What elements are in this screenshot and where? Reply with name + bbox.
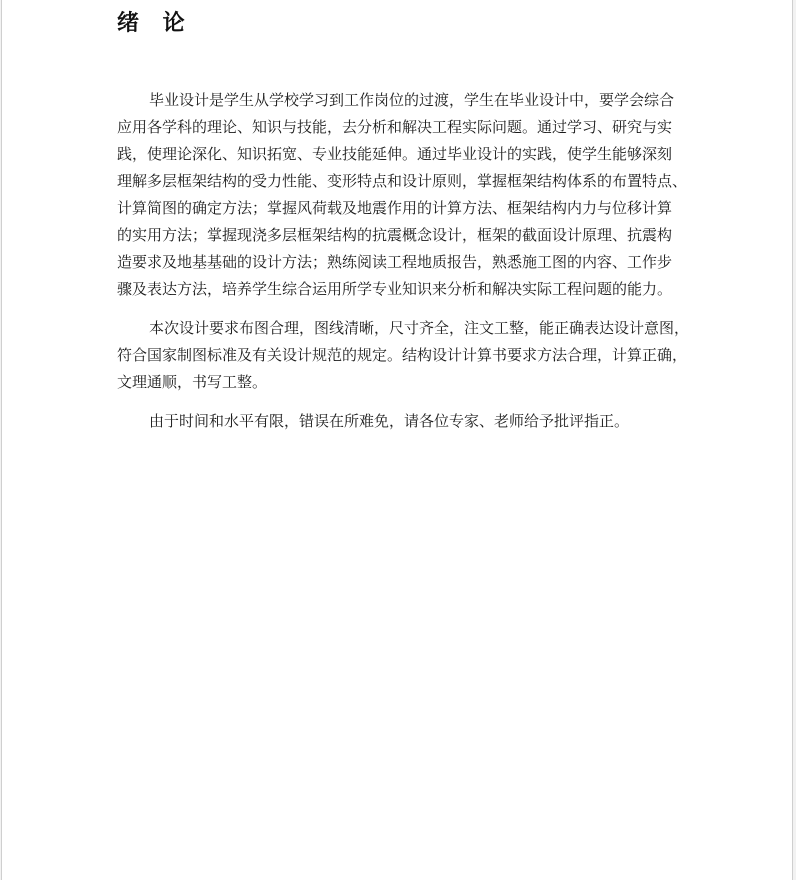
text-line: 应用各学科的理论、知识与技能，去分析和解决工程实际问题。通过学习、研究与实 — [117, 118, 673, 136]
paragraph-3 — [117, 408, 707, 435]
paragraph-1 — [117, 87, 707, 303]
text-line: 造要求及地基基础的设计方法；熟练阅读工程地质报告，熟悉施工图的内容、工作步 — [117, 253, 673, 271]
text-line: 的实用方法；掌握现浇多层框架结构的抗震概念设计，框架的截面设计原理、抗震构 — [117, 226, 673, 244]
page-title: 绪 论 — [117, 11, 193, 36]
text-line: 理解多层框架结构的受力性能、变形特点和设计原则，掌握框架结构体系的布置特点、 — [117, 172, 688, 190]
document-page — [1, 0, 793, 880]
text-line: 计算简图的确定方法；掌握风荷载及地震作用的计算方法、框架结构内力与位移计算 — [117, 199, 673, 217]
body-text — [117, 87, 707, 447]
text-line: 文理通顺，书写工整。 — [117, 373, 268, 391]
text-line: 骤及表达方法，培养学生综合运用所学专业知识来分析和解决实际工程问题的能力。 — [117, 280, 673, 298]
text-line: 由于时间和水平有限，错误在所难免，请各位专家、老师给予批评指正。 — [149, 412, 630, 430]
paragraph-2 — [117, 315, 707, 396]
text-line: 本次设计要求布图合理，图线清晰，尺寸齐全，注文工整，能正确表达设计意图， — [149, 319, 690, 337]
text-line: 符合国家制图标准及有关设计规范的规定。结构设计计算书要求方法合理，计算正确， — [117, 346, 688, 364]
text-line: 毕业设计是学生从学校学习到工作岗位的过渡，学生在毕业设计中，要学会综合 — [149, 91, 675, 109]
text-line: 践，使理论深化、知识拓宽、专业技能延伸。通过毕业设计的实践，使学生能够深刻 — [117, 145, 673, 163]
